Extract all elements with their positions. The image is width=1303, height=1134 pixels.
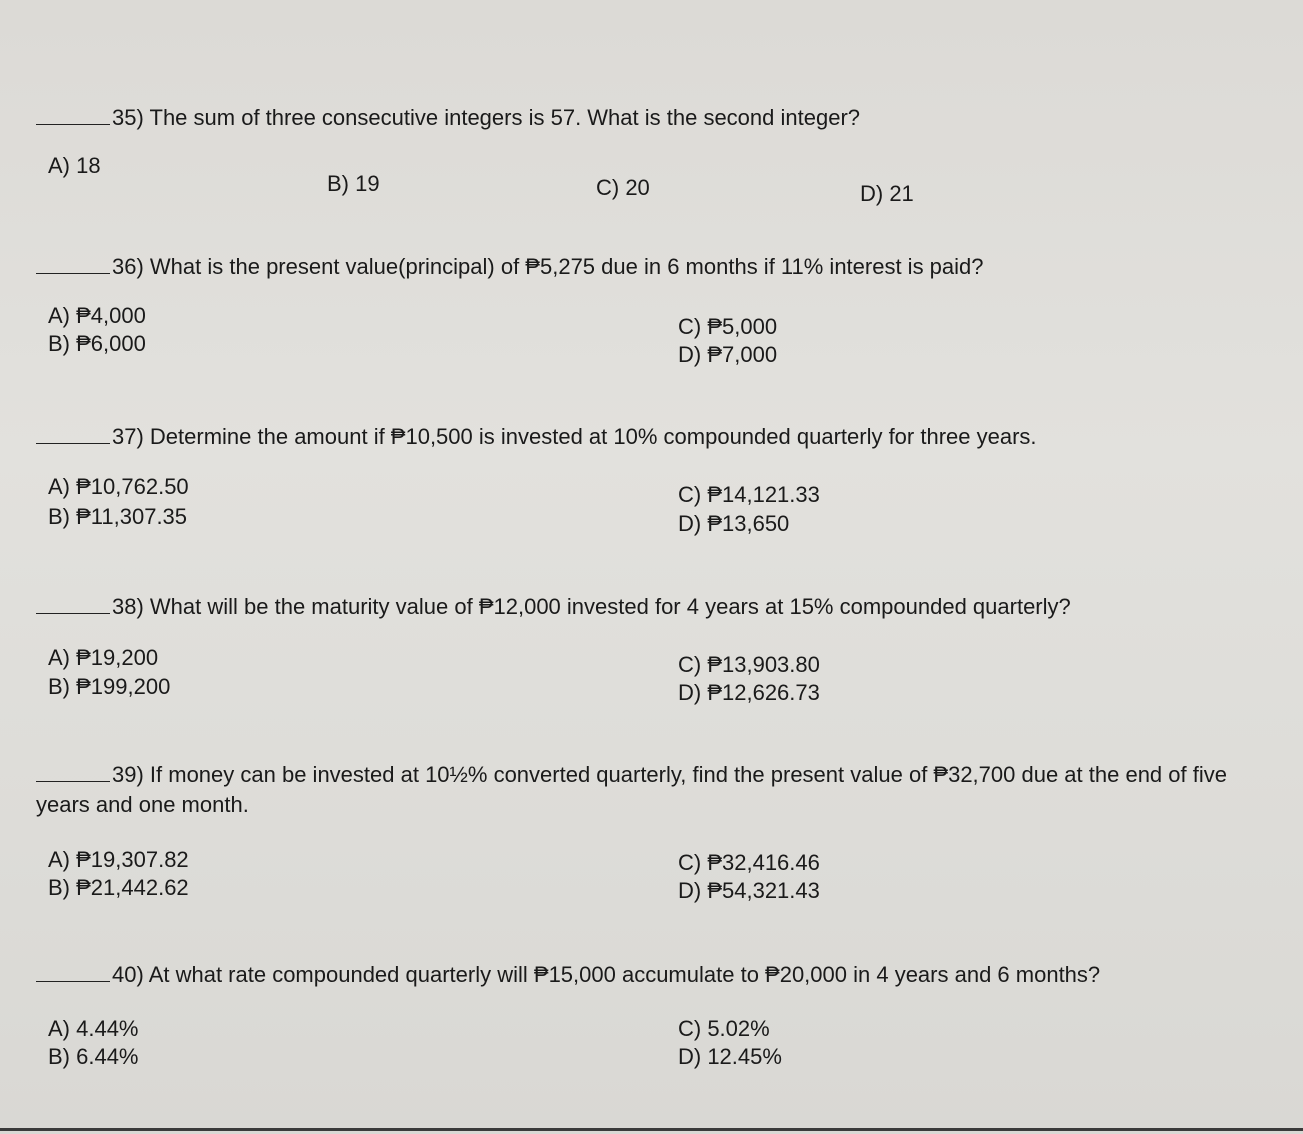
option-a: A) ₱19,200: [48, 645, 159, 670]
option-d: D) 21: [860, 181, 914, 206]
question-text: 40) At what rate compounded quarterly will ₱15,000 accumulate to ₱20,000 in 4 years and 6 months?: [112, 962, 1101, 987]
option-d: D) ₱54,321.43: [678, 878, 820, 903]
question-text: 39) If money can be invested at 10½% converted quarterly, find the present value of ₱32,700 due at the end of five years and one month.: [36, 762, 1227, 817]
question-38: [36, 592, 1286, 622]
option-b: B) ₱6,000: [48, 331, 146, 356]
answer-blank[interactable]: [36, 613, 110, 614]
question-39: [36, 760, 1286, 820]
answer-blank[interactable]: [36, 781, 110, 782]
option-c: C) ₱13,903.80: [678, 652, 820, 677]
option-d: D) ₱12,626.73: [678, 680, 820, 705]
option-c: C) 5.02%: [678, 1016, 770, 1041]
answer-blank[interactable]: [36, 981, 110, 982]
option-a: A) 4.44%: [48, 1016, 139, 1041]
option-d: D) ₱7,000: [678, 342, 778, 367]
option-c: C) 20: [596, 175, 650, 200]
question-40: [36, 960, 1286, 990]
answer-blank[interactable]: [36, 443, 110, 444]
question-text: 37) Determine the amount if ₱10,500 is invested at 10% compounded quarterly for three years.: [112, 424, 1037, 449]
option-a: A) 18: [48, 153, 101, 178]
question-37: [36, 422, 1286, 452]
bottom-edge-rule: [0, 1128, 1303, 1131]
option-b: B) 19: [327, 171, 380, 196]
answer-blank[interactable]: [36, 124, 110, 125]
question-text: 35) The sum of three consecutive integers is 57. What is the second integer?: [112, 105, 860, 130]
option-c: C) ₱14,121.33: [678, 482, 820, 507]
option-b: B) ₱11,307.35: [48, 504, 188, 529]
option-d: D) 12.45%: [678, 1044, 782, 1069]
option-a: A) ₱4,000: [48, 303, 146, 328]
option-c: C) ₱32,416.46: [678, 850, 820, 875]
question-text: 36) What is the present value(principal) of ₱5,275 due in 6 months if 11% interest is paid?: [112, 254, 984, 279]
option-c: C) ₱5,000: [678, 314, 778, 339]
question-text: 38) What will be the maturity value of ₱12,000 invested for 4 years at 15% compounded quarterly?: [112, 594, 1071, 619]
option-b: B) ₱199,200: [48, 674, 171, 699]
question-35: [36, 103, 1286, 133]
option-b: B) 6.44%: [48, 1044, 139, 1069]
question-36: [36, 252, 1286, 282]
option-a: A) ₱19,307.82: [48, 847, 189, 872]
answer-blank[interactable]: [36, 273, 110, 274]
option-a: A) ₱10,762.50: [48, 474, 189, 499]
option-b: B) ₱21,442.62: [48, 875, 189, 900]
option-d: D) ₱13,650: [678, 511, 790, 536]
